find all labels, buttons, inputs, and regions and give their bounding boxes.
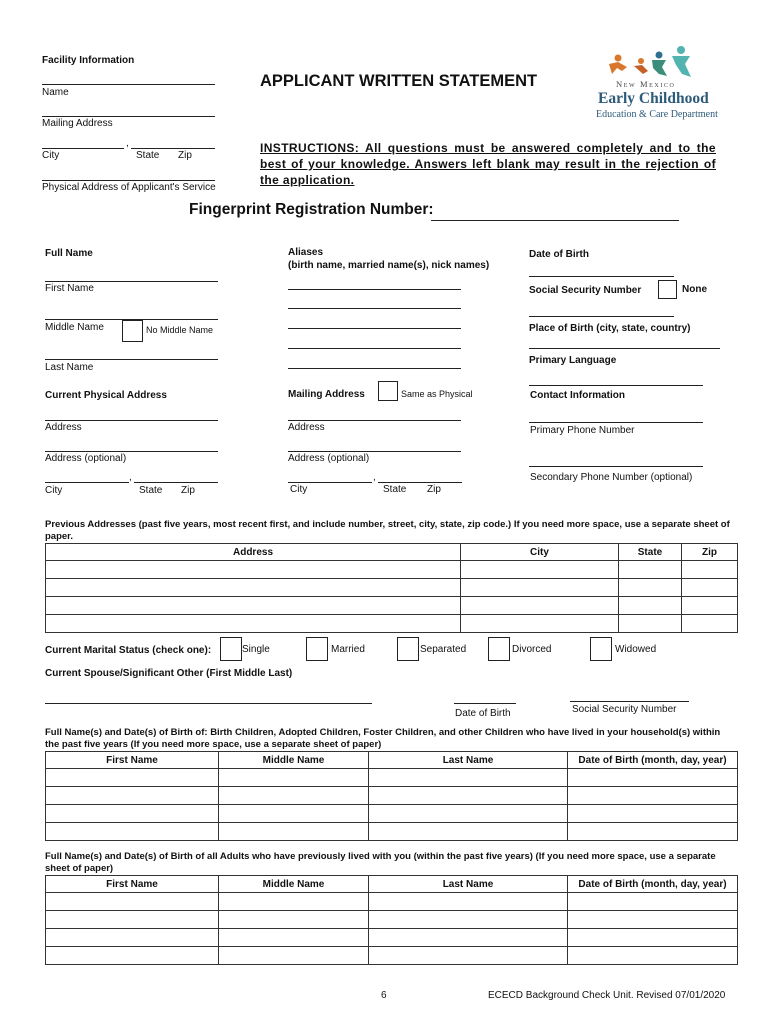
secondary-phone-line[interactable] (529, 466, 703, 467)
phys-state-label: State (139, 485, 163, 496)
col-address: Address (46, 544, 461, 561)
table-row[interactable] (46, 769, 738, 787)
single-checkbox[interactable] (220, 637, 242, 661)
mail-city-line[interactable] (288, 482, 372, 483)
contact-info-heading: Contact Information (530, 390, 625, 401)
single-label: Single (242, 644, 270, 655)
current-physical-heading: Current Physical Address (45, 390, 167, 401)
alias-line-1[interactable] (288, 289, 461, 290)
no-middle-name-checkbox[interactable] (122, 320, 143, 342)
alias-line-5[interactable] (288, 368, 461, 369)
spouse-name-line[interactable] (45, 703, 372, 704)
ssn-none-label: None (682, 284, 707, 295)
facility-info-heading: Facility Information (42, 55, 135, 66)
col-first-name: First Name (46, 752, 219, 769)
marital-status-label: Current Marital Status (check one): (45, 645, 212, 656)
table-row[interactable] (46, 911, 738, 929)
phys-address2-label: Address (optional) (45, 453, 127, 464)
first-name-label: First Name (45, 283, 94, 294)
table-row[interactable] (46, 561, 738, 579)
place-of-birth-line[interactable] (529, 348, 720, 349)
facility-physical-label: Physical Address of Applicant's Service (42, 182, 216, 193)
col-city: City (461, 544, 619, 561)
spouse-dob-line[interactable] (454, 703, 516, 704)
previous-addresses-table (45, 543, 738, 633)
col-last-name: Last Name (369, 752, 568, 769)
mail-city-label: City (290, 484, 308, 495)
col-state: State (619, 544, 682, 561)
col-dob: Date of Birth (month, day, year) (568, 876, 738, 893)
instructions: INSTRUCTIONS: All questions must be answered completely and to the best of your knowledge. Answers left blank may result in the rejection of the application. (260, 141, 716, 187)
spouse-ssn-line[interactable] (570, 701, 689, 702)
place-of-birth-heading: Place of Birth (city, state, country) (529, 323, 691, 334)
phys-city-label: City (45, 485, 63, 496)
secondary-phone-label: Secondary Phone Number (optional) (530, 472, 693, 483)
table-row[interactable] (46, 929, 738, 947)
phys-address2-line[interactable] (45, 451, 218, 452)
separated-label: Separated (420, 644, 467, 655)
spouse-ssn-label: Social Security Number (572, 704, 677, 715)
previous-addresses-intro: Previous Addresses (past five years, most recent first, and include number, street, city, state, zip code.) If you need more space, use a separate sheet of paper. (45, 519, 730, 542)
ssn-none-checkbox[interactable] (658, 280, 677, 299)
full-name-heading: Full Name (45, 248, 93, 259)
last-name-line[interactable] (45, 359, 218, 360)
mail-address2-label: Address (optional) (288, 453, 370, 464)
ssn-line[interactable] (529, 316, 674, 317)
middle-name-label: Middle Name (45, 322, 104, 333)
col-middle-name: Middle Name (219, 876, 369, 893)
facility-state-zip-line[interactable] (131, 148, 215, 149)
mail-address-line[interactable] (288, 420, 461, 421)
table-row[interactable] (46, 615, 738, 633)
no-middle-name-label: No Middle Name (146, 325, 214, 335)
table-row[interactable] (46, 893, 738, 911)
ecd-logo (596, 44, 718, 122)
page-number: 6 (381, 990, 387, 1001)
spouse-dob-label: Date of Birth (455, 708, 511, 719)
col-dob: Date of Birth (month, day, year) (568, 752, 738, 769)
primary-phone-label: Primary Phone Number (530, 425, 635, 436)
phys-zip-label: Zip (181, 485, 195, 496)
fingerprint-label: Fingerprint Registration Number: (189, 201, 434, 218)
col-zip: Zip (682, 544, 738, 561)
facility-zip-label: Zip (178, 150, 192, 161)
mail-address2-line[interactable] (288, 451, 461, 452)
facility-state-label: State (136, 150, 160, 161)
aliases-note: (birth name, married name(s), nick names) (288, 260, 490, 271)
primary-phone-line[interactable] (529, 422, 703, 423)
logo-new-mexico: New Mexico (616, 79, 676, 89)
page-title: APPLICANT WRITTEN STATEMENT (260, 72, 538, 90)
primary-language-line[interactable] (529, 385, 703, 386)
alias-line-2[interactable] (288, 308, 461, 309)
facility-mailing-line[interactable] (42, 116, 215, 117)
table-row[interactable] (46, 947, 738, 965)
married-label: Married (331, 644, 365, 655)
dob-line[interactable] (529, 276, 674, 277)
col-middle-name: Middle Name (219, 752, 369, 769)
table-row[interactable] (46, 597, 738, 615)
phys-address-label: Address (45, 422, 82, 433)
mail-zip-label: Zip (427, 484, 441, 495)
spouse-heading: Current Spouse/Significant Other (First Middle Last) (45, 668, 293, 679)
adults-intro: Full Name(s) and Date(s) of Birth of all Adults who have previously lived with you (within the past five years) (If you need more space, use a separate sheet of paper) (45, 851, 716, 874)
facility-city-label: City (42, 150, 60, 161)
logo-early-childhood: Early Childhood (598, 90, 709, 107)
table-row[interactable] (46, 787, 738, 805)
table-row[interactable] (46, 805, 738, 823)
primary-language-heading: Primary Language (529, 355, 617, 366)
col-first-name: First Name (46, 876, 219, 893)
facility-city-line[interactable] (42, 148, 124, 149)
same-as-physical-checkbox[interactable] (378, 381, 398, 401)
ssn-heading: Social Security Number (529, 285, 642, 296)
married-checkbox[interactable] (306, 637, 328, 661)
divorced-label: Divorced (512, 644, 552, 655)
revision-note: ECECD Background Check Unit. Revised 07/01/2020 (488, 990, 726, 1001)
facility-name-line[interactable] (42, 84, 215, 85)
mail-address-label: Address (288, 422, 325, 433)
children-intro: Full Name(s) and Date(s) of Birth of: Birth Children, Adopted Children, Foster Children, and other Children who have lived in your household(s) within the past five years (If you need more space, use a separate sheet of paper) (45, 727, 721, 750)
same-as-physical-label: Same as Physical (401, 389, 473, 399)
col-last-name: Last Name (369, 876, 568, 893)
children-table (45, 751, 738, 841)
mail-state-zip-line[interactable] (378, 482, 462, 483)
aliases-heading: Aliases (288, 247, 324, 258)
facility-name-label: Name (42, 87, 69, 98)
facility-mailing-label: Mailing Address (42, 118, 113, 129)
first-name-line[interactable] (45, 281, 218, 282)
alias-line-3[interactable] (288, 328, 461, 329)
separated-checkbox[interactable] (397, 637, 419, 661)
mailing-address-heading: Mailing Address (288, 389, 365, 400)
widowed-checkbox[interactable] (590, 637, 612, 661)
phys-address-line[interactable] (45, 420, 218, 421)
adults-table (45, 875, 738, 965)
divorced-checkbox[interactable] (488, 637, 510, 661)
logo-figures-icon (596, 44, 718, 84)
table-row[interactable] (46, 579, 738, 597)
widowed-label: Widowed (615, 644, 657, 655)
last-name-label: Last Name (45, 362, 94, 373)
dob-heading: Date of Birth (529, 249, 589, 260)
phys-state-zip-line[interactable] (134, 482, 218, 483)
logo-department: Education & Care Department (596, 109, 718, 120)
phys-city-line[interactable] (45, 482, 129, 483)
mail-state-label: State (383, 484, 407, 495)
facility-physical-line[interactable] (42, 180, 215, 181)
alias-line-4[interactable] (288, 348, 461, 349)
fingerprint-input-line[interactable] (431, 220, 679, 221)
table-row[interactable] (46, 823, 738, 841)
